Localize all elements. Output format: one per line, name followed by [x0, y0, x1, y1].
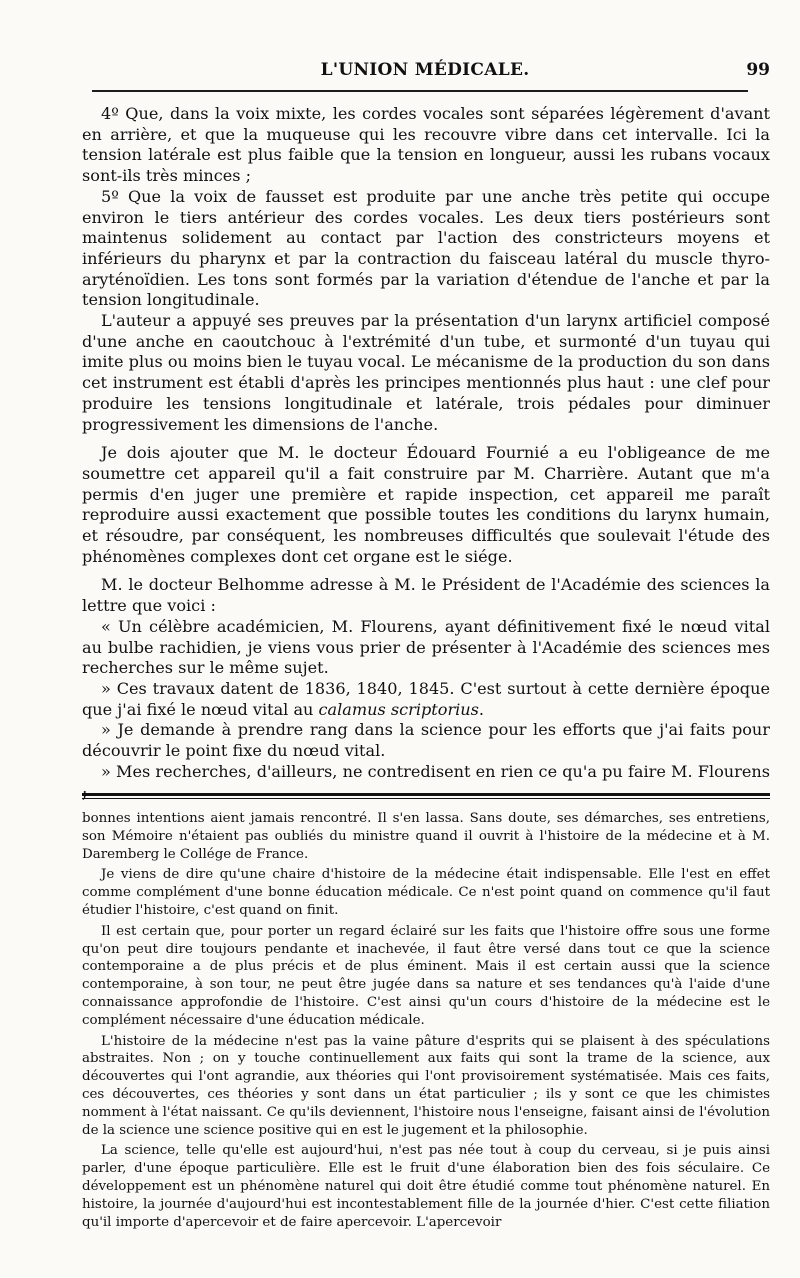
letter-text-end: . — [478, 699, 485, 719]
running-title: L'UNION MÉDICALE. — [320, 60, 530, 80]
latin-term: calamus scriptorius — [318, 699, 479, 719]
paragraph: Je viens de dire qu'une chaire d'histoire de la médecine était indispensable. Elle l'est en effet comme complément d'une bonne éducation médicale. Ce n'est point quand on commence qu'il faut étudier l'histoire, c'est quand on finit. — [82, 867, 770, 918]
paragraph: La science, telle qu'elle est aujourd'hui, n'est pas née tout à coup du cerveau, si je puis ainsi parler, d'une époque particulière. Elle est le fruit d'une élaboration bien des fois séculaire. Ce développement est un phénomène naturel qui doit être étudié comme tout phénomène naturel. En histoire, la journée d'aujourd'hui est incontestablement fille de la journée d'hier. C'est cette filiation qu'il importe d'apercevoir et de faire apercevoir. L'apercevoir — [82, 1143, 770, 1230]
page-header — [80, 58, 770, 88]
paragraph: L'histoire de la médecine n'est pas la vaine pâture d'esprits qui se plaisent à des spéculations abstraites. Non ; on y touche continuellement aux faits qui sont la trame de la science, aux découvertes qui l'ont agrandie, aux théories qui l'ont provisoirement systématisée. Mais ces faits, ces découvertes, ces théories y sont dans un état particulier ; ils y sont ce que les chimistes nomment à l'état naissant. Ce qu'ils deviennent, l'histoire nous l'enseigne, faisant ainsi de l'évolution de la science une science positive qui en est le jugement et la philosophie. — [82, 1033, 770, 1138]
divider-thin-rule — [82, 798, 770, 799]
header-rule — [92, 90, 748, 92]
page-number: 99 — [746, 60, 770, 80]
feuilleton-text — [82, 810, 770, 1231]
letter-paragraph: » Je demande à prendre rang dans la science pour les efforts que j'ai faits pour découvrir le point fixe du nœud vital. — [82, 720, 770, 761]
letter-paragraph: « Un célèbre académicien, M. Flourens, ayant définitivement fixé le nœud vital au bulbe rachidien, je viens vous prier de présenter à l'Académie des sciences mes recherches sur le même sujet. — [82, 616, 770, 678]
letter-paragraph — [82, 679, 770, 720]
divider-thick-rule — [82, 793, 770, 796]
feuilleton-divider — [82, 793, 770, 799]
paragraph: M. le docteur Belhomme adresse à M. le Président de l'Académie des sciences la lettre que voici : — [82, 575, 770, 616]
paragraph: 5º Que la voix de fausset est produite par une anche très petite qui occupe environ le tiers antérieur des cordes vocales. Les deux tiers postérieurs sont maintenus solidement au contact par l'action des constricteurs moyens et inférieurs du pharynx et par la contraction du faisceau latéral du muscle thyro-aryténoïdien. Les tons sont formés par la variation d'étendue de l'anche et par la tension longitudinale. — [82, 186, 770, 310]
paragraph: 4º Que, dans la voix mixte, les cordes vocales sont séparées légèrement d'avant en arrière, et que la muqueuse qui les recouvre vibre dans cet intervalle. Ici la tension latérale est plus faible que la tension en longueur, aussi les rubans vocaux sont-ils très minces ; — [82, 104, 770, 186]
letter-paragraph: » Mes recherches, d'ailleurs, ne contredisent en rien ce qu'a pu faire M. Flourens ; — [82, 761, 770, 802]
letter-text: » Ces travaux datent de 1836, 1840, 1845. C'est surtout à cette dernière époque que j'ai fixé le nœud vital au — [82, 678, 770, 719]
paragraph: Je dois ajouter que M. le docteur Édouard Fournié a eu l'obligeance de me soumettre cet appareil qu'il a fait construire par M. Charrière. Autant que m'a permis d'en juger une première et rapide inspection, cet appareil me paraît reproduire aussi exactement que possible toutes les conditions du larynx humain, et résoudre, par conséquent, les nombreuses difficultés que soulevait l'étude des phénomènes complexes dont cet organe est le siége. — [82, 443, 770, 566]
paragraph: L'auteur a appuyé ses preuves par la présentation d'un larynx artificiel composé d'une anche en caoutchouc à l'extrémité d'un tube, et surmonté d'un tuyau qui imite plus ou moins bien le tuyau vocal. Le mécanisme de la production du son dans cet instrument est établi d'après les principes mentionnés plus haut : une clef pour produire les tensions longitudinale et latérale, trois pédales pour diminuer progressivement les dimensions de l'anche. — [82, 311, 770, 434]
paragraph: Il est certain que, pour porter un regard éclairé sur les faits que l'histoire offre sous une forme qu'on peut dire toujours pendante et inachevée, il faut être versé dans tout ce que la science contemporaine a de plus précis et de plus éminent. Mais il est certain aussi que la science contemporaine, à son tour, ne peut être jugée dans sa nature et ses tendances qu'à l'aide d'une connaissance approfondie de l'histoire. C'est ainsi qu'un cours d'histoire de la médecine est le complément nécessaire d'une éducation médicale. — [82, 923, 770, 1028]
paragraph: bonnes intentions aient jamais rencontré. Il s'en lassa. Sans doute, ses démarches, ses entretiens, son Mémoire n'étaient pas oubliés du ministre quand il ouvrit à l'histoire de la médecine et à M. Daremberg le Collége de France. — [82, 811, 770, 862]
main-text — [82, 104, 770, 803]
